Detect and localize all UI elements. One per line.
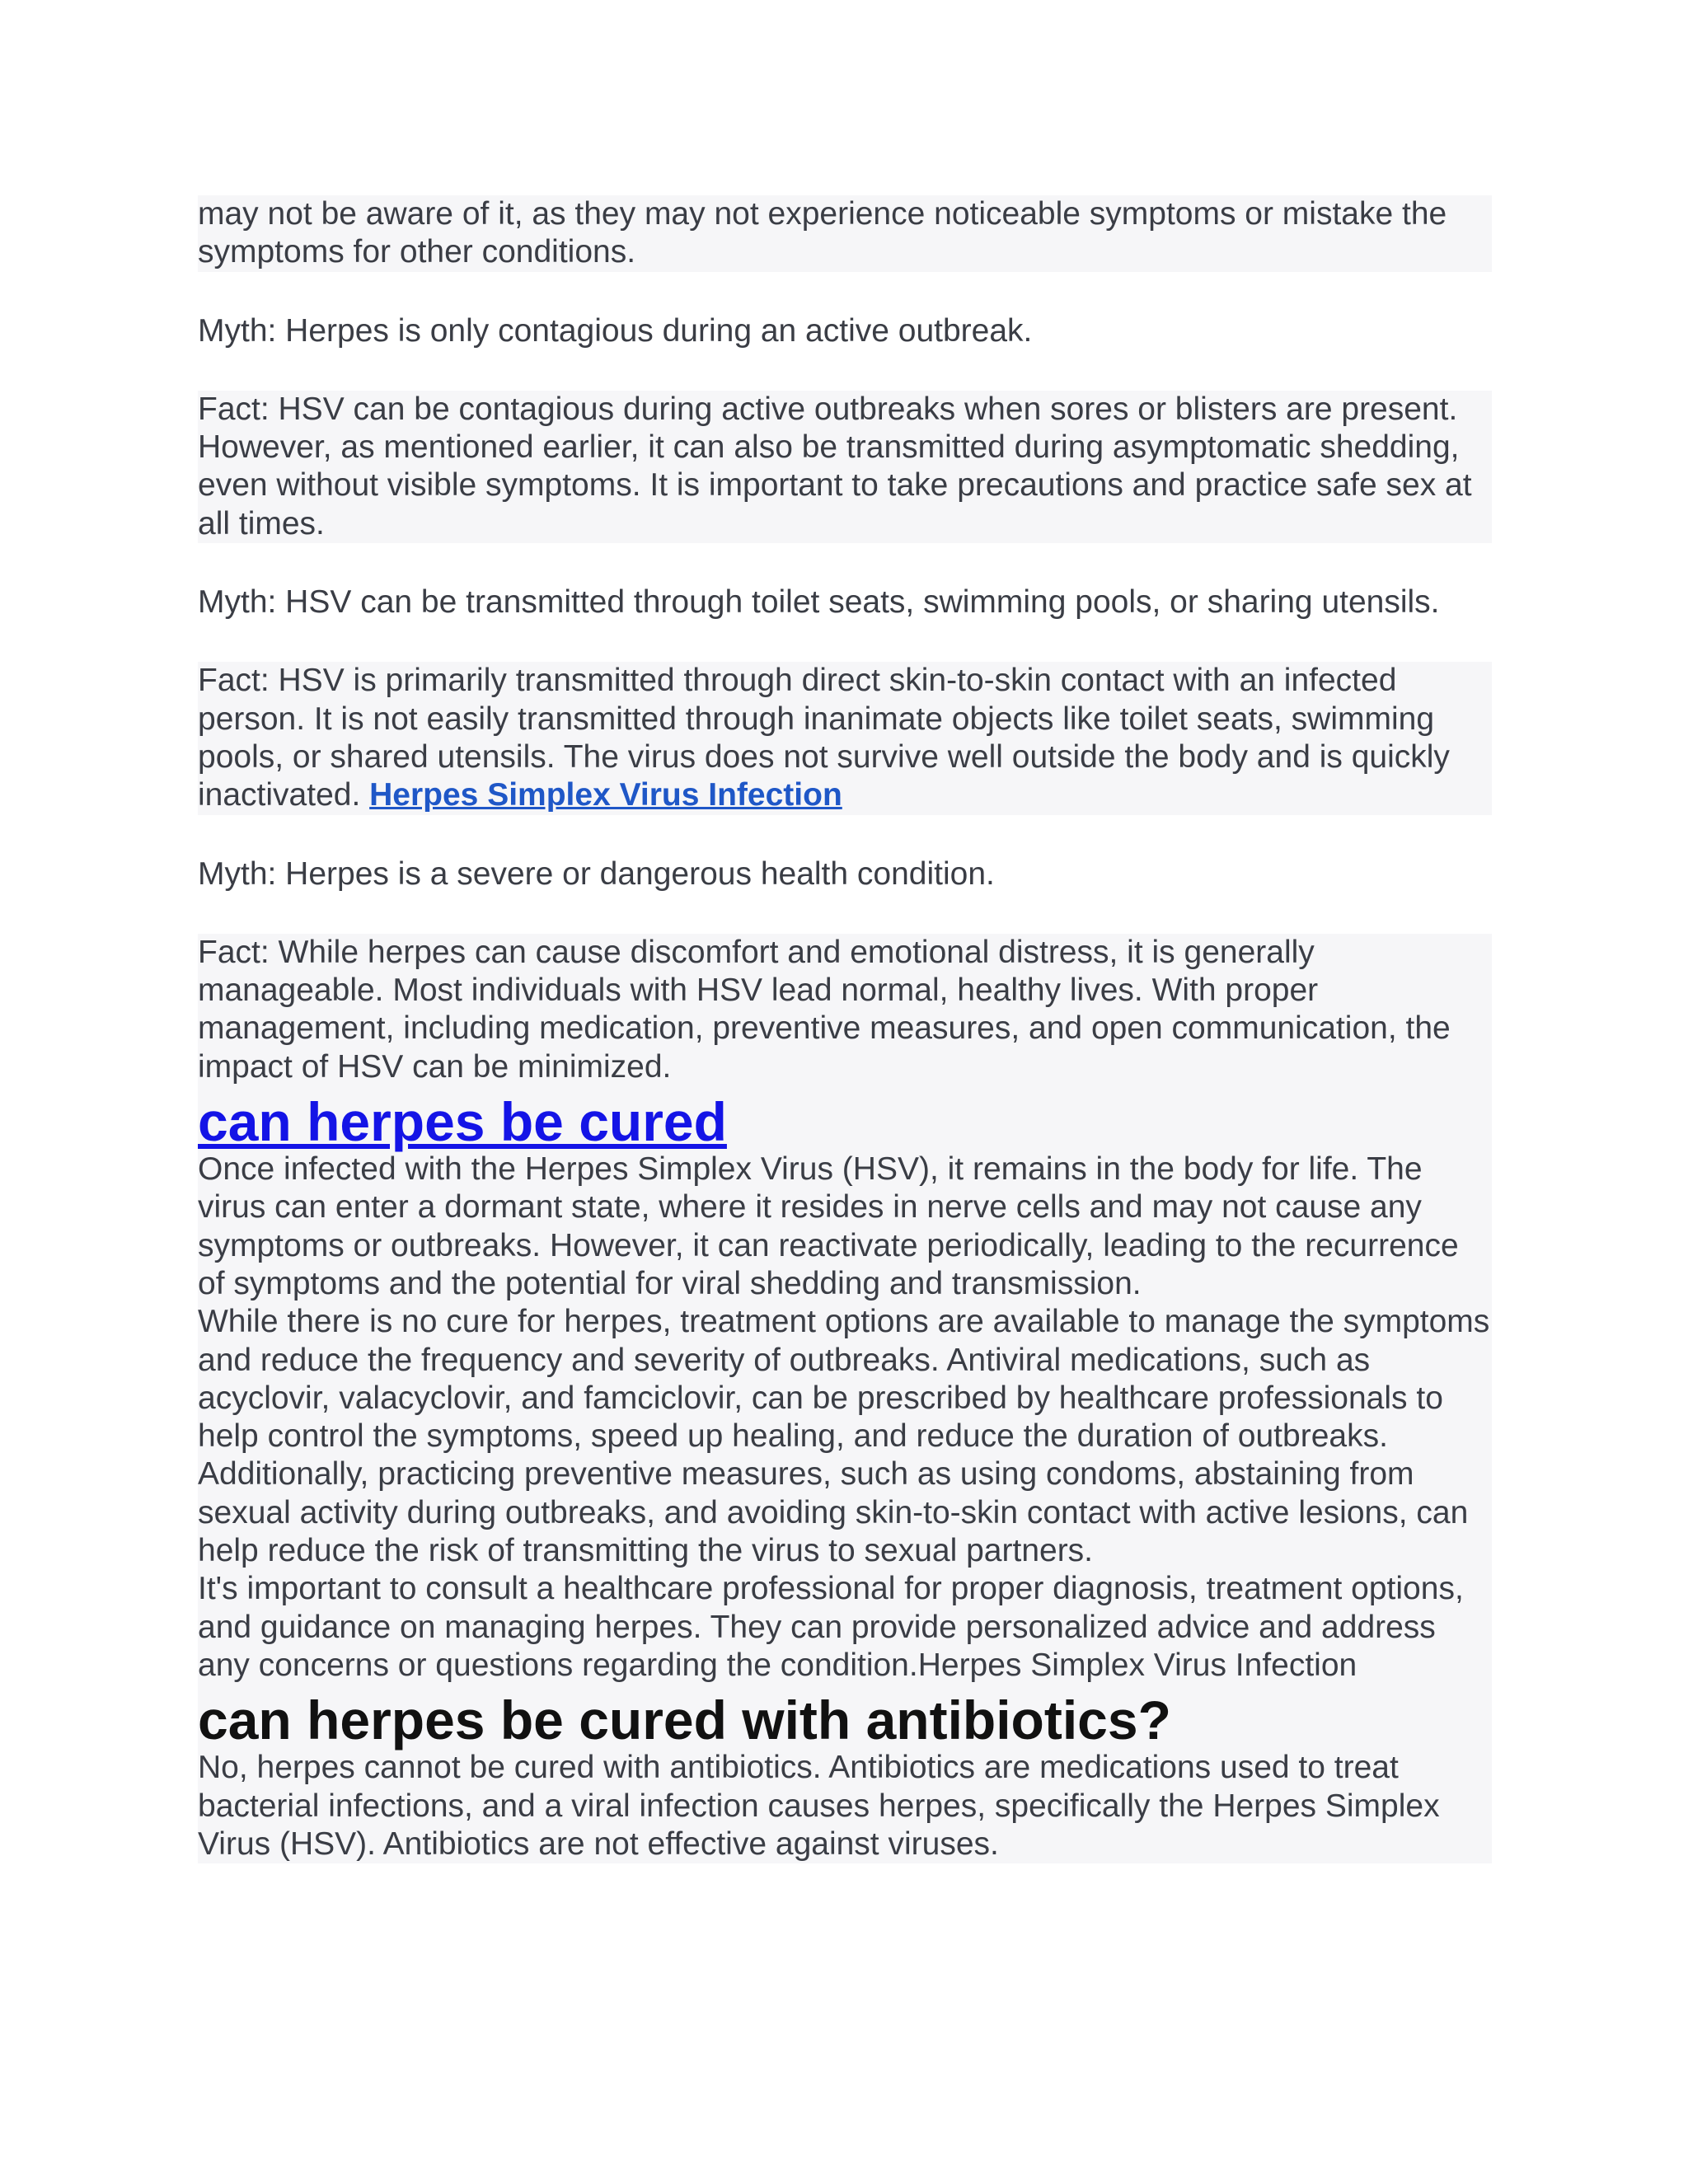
myth-2-text: Myth: HSV can be transmitted through toilet seats, swimming pools, or sharing utensils. [198,584,1440,621]
spacer [198,350,1492,391]
myth-3 [198,855,1492,893]
document-page [198,195,1492,1863]
myth-3-text: Myth: Herpes is a severe or dangerous health condition. [198,855,995,892]
myth-1 [198,312,1492,350]
section2-paragraph-1: No, herpes cannot be cured with antibiotics. Antibiotics are medications used to treat bacterial infections, and a viral infection causes herpes, specifically the Herpes Simplex Virus (HSV). Antibiotics are not effective against viruses. [198,1750,1440,1862]
herpes-simplex-link[interactable]: Herpes Simplex Virus Infection [369,777,842,813]
spacer [198,815,1492,855]
fact-2 [198,662,1492,814]
paragraph-intro-text: may not be aware of it, as they may not experience noticeable symptoms or mistake the symptoms for other conditions. [198,196,1447,270]
section1-paragraph-4: It's important to consult a healthcare professional for proper diagnosis, treatment options, and guidance on managing herpes. They can provide personalized advice and address any concerns or questions regarding the condition.Herpes Simplex Virus Infection [198,1571,1464,1683]
spacer [198,543,1492,583]
myth-2 [198,583,1492,621]
fact-1 [198,391,1492,543]
heading-can-herpes-be-cured[interactable]: can herpes be cured [198,1091,727,1153]
paragraph-intro [198,195,1492,272]
fact-3-and-sections [198,934,1492,1863]
spacer [198,272,1492,312]
myth-1-text: Myth: Herpes is only contagious during an active outbreak. [198,312,1033,349]
heading-antibiotics: can herpes be cured with antibiotics? [198,1690,1171,1751]
section1-paragraph-2: While there is no cure for herpes, treatment options are available to manage the symptoms and reduce the frequency and severity of outbreaks. Antiviral medications, such as acyclovir, valacyclovir, and famciclovir, can be prescribed by healthcare professionals to help control the symptoms, speed up healing, and reduce the duration of outbreaks. [198,1304,1490,1455]
spacer [198,893,1492,934]
fact-2-text: Fact: HSV is primarily transmitted through direct skin-to-skin contact with an infected person. It is not easily transmitted through inanimate objects like toilet seats, swimming pools, or shared utensils. The virus does not survive well outside the body and is quickly inactivated. [198,663,1450,813]
section1-paragraph-3: Additionally, practicing preventive measures, such as using condoms, abstaining from sexual activity during outbreaks, and avoiding skin-to-skin contact with active lesions, can help reduce the risk of transmitting the virus to sexual partners. [198,1456,1469,1569]
section1-paragraph-1: Once infected with the Herpes Simplex Virus (HSV), it remains in the body for life. The virus can enter a dormant state, where it resides in nerve cells and may not cause any symptoms or outbreaks. However, it can reactivate periodically, leading to the recurrence of symptoms and the potential for viral shedding and transmission. [198,1151,1459,1301]
fact-1-text: Fact: HSV can be contagious during active outbreaks when sores or blisters are present. However, as mentioned earlier, it can also be transmitted during asymptomatic shedding, even without visible symptoms. It is important to take precautions and practice safe sex at all times. [198,391,1472,541]
spacer [198,621,1492,662]
fact-3-text: Fact: While herpes can cause discomfort and emotional distress, it is generally manageable. Most individuals with HSV lead normal, healthy lives. With proper management, including medication, preventive measures, and open communication, the impact of HSV can be minimized. [198,934,1451,1085]
